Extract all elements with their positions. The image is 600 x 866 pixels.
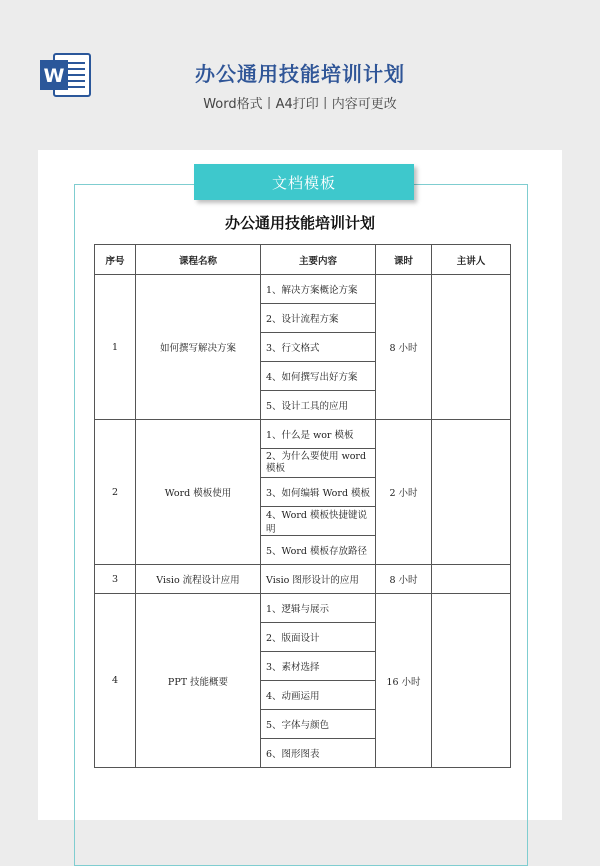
table-row bbox=[95, 275, 511, 304]
page-title: 办公通用技能培训计划 bbox=[195, 62, 405, 86]
course-content: Visio 图形设计的应用 bbox=[261, 565, 376, 594]
column-header-no: 序号 bbox=[95, 245, 136, 275]
course-lecturer bbox=[432, 594, 511, 768]
course-name: PPT 技能概要 bbox=[136, 594, 261, 768]
course-no: 4 bbox=[95, 594, 136, 768]
course-content: 5、设计工具的应用 bbox=[261, 391, 376, 420]
course-hours: 16 小时 bbox=[376, 594, 432, 768]
document-title: 办公通用技能培训计划 bbox=[224, 214, 375, 232]
course-name: Visio 流程设计应用 bbox=[136, 565, 261, 594]
course-content: 1、逻辑与展示 bbox=[261, 594, 376, 623]
course-content: 5、字体与颜色 bbox=[261, 710, 376, 739]
course-name: 如何撰写解决方案 bbox=[136, 275, 261, 420]
column-header-content: 主要内容 bbox=[261, 245, 376, 275]
course-content: 4、Word 模板快捷键说明 bbox=[261, 507, 376, 536]
course-content: 2、设计流程方案 bbox=[261, 304, 376, 333]
table-header-row bbox=[95, 245, 511, 275]
course-lecturer bbox=[432, 420, 511, 565]
course-content: 1、解决方案概论方案 bbox=[261, 275, 376, 304]
course-content: 2、为什么要使用 word 模板 bbox=[261, 449, 376, 478]
page-subtitle: Word格式丨A4打印丨内容可更改 bbox=[203, 97, 397, 112]
course-hours: 2 小时 bbox=[376, 420, 432, 565]
word-logo-letter: W bbox=[43, 65, 65, 87]
document-page bbox=[38, 150, 562, 820]
course-hours: 8 小时 bbox=[376, 275, 432, 420]
table-row bbox=[95, 594, 511, 623]
course-no: 1 bbox=[95, 275, 136, 420]
column-header-lecturer: 主讲人 bbox=[432, 245, 511, 275]
course-content: 4、如何撰写出好方案 bbox=[261, 362, 376, 391]
course-content: 5、Word 模板存放路径 bbox=[261, 536, 376, 565]
column-header-course: 课程名称 bbox=[136, 245, 261, 275]
training-plan-table bbox=[94, 244, 511, 768]
course-content: 2、版面设计 bbox=[261, 623, 376, 652]
course-content: 1、什么是 wor 模板 bbox=[261, 420, 376, 449]
table-row bbox=[95, 565, 511, 594]
column-header-hours: 课时 bbox=[376, 245, 432, 275]
course-lecturer bbox=[432, 565, 511, 594]
course-no: 2 bbox=[95, 420, 136, 565]
course-content: 3、素材选择 bbox=[261, 652, 376, 681]
template-banner: 文档模板 bbox=[194, 164, 414, 200]
course-name: Word 模板使用 bbox=[136, 420, 261, 565]
course-lecturer bbox=[432, 275, 511, 420]
course-content: 4、动画运用 bbox=[261, 681, 376, 710]
course-hours: 8 小时 bbox=[376, 565, 432, 594]
course-content: 3、如何编辑 Word 模板 bbox=[261, 478, 376, 507]
course-content: 6、图形图表 bbox=[261, 739, 376, 768]
course-no: 3 bbox=[95, 565, 136, 594]
course-content: 3、行文格式 bbox=[261, 333, 376, 362]
table-row bbox=[95, 420, 511, 449]
